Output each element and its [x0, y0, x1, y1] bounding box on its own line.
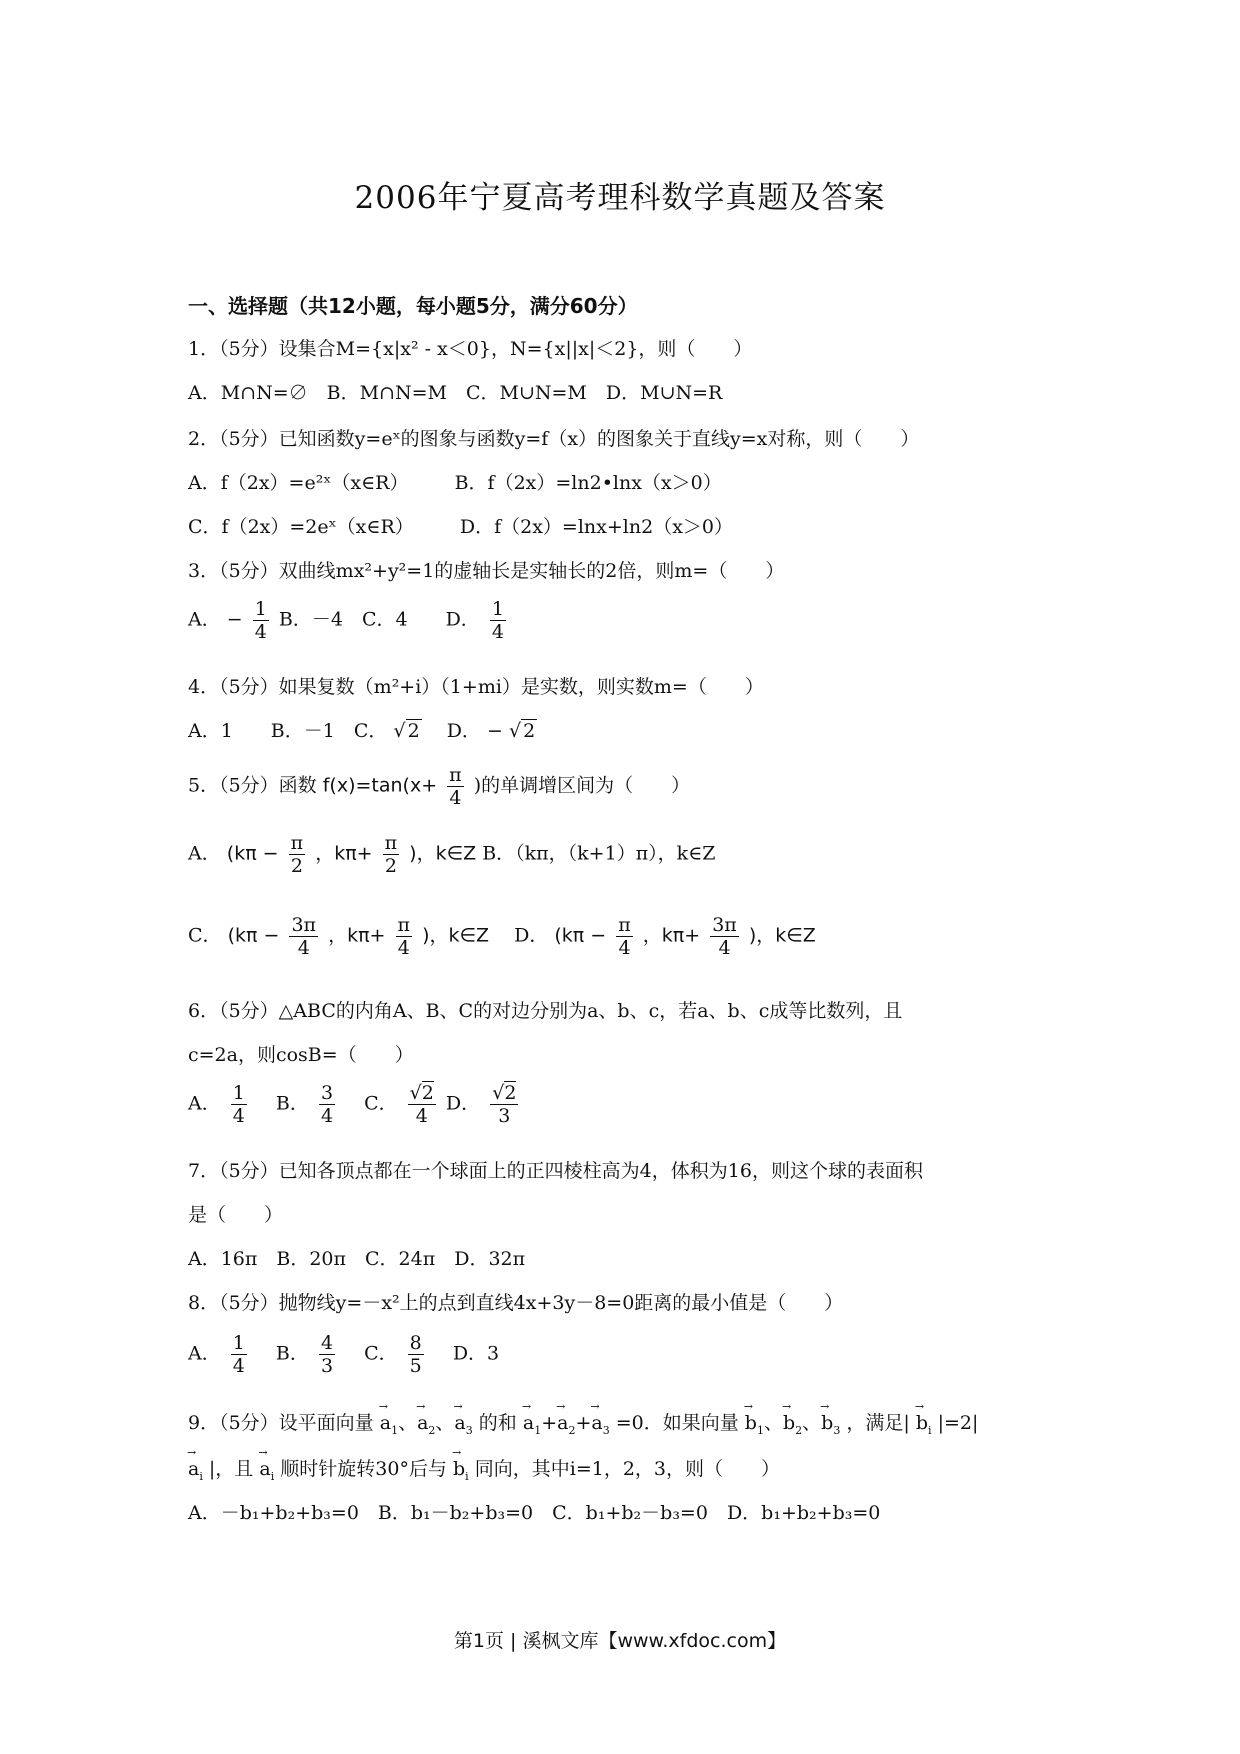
question-7-stem-line2: 是（ ） — [188, 1204, 284, 1226]
question-2-option-d: D．f（2x）=lnx+ln2（x＞0） — [459, 516, 734, 538]
numerator: √2 — [492, 1082, 517, 1104]
fraction — [408, 1082, 436, 1127]
question-2-options-row1 — [188, 468, 722, 495]
numerator: π — [618, 914, 631, 936]
denominator: 4 — [232, 1105, 245, 1127]
numerator: 3π — [291, 914, 317, 936]
question-9-stem-line1: 9．（5分）设平面向量 → $a_1$、→ $a_2$、→ $a_3$ 的和 → $a_1+\to a_2+\to a_3 =0$．如果向量 → $b_1$、→ $b_2$、→ $b_3$ ，满足| → $b_i$ |=2| — [188, 1408, 978, 1437]
numerator: 3π — [712, 914, 737, 936]
question-2-option-b: B．f（2x）=ln2•lnx（x＞0） — [454, 472, 722, 494]
option-label: B． — [256, 1342, 309, 1365]
fraction — [490, 1082, 518, 1127]
question-9-text: 顺时针旋转30°后与 — [280, 1458, 447, 1480]
question-7-stem-line1: 7．（5分）已知各顶点都在一个球面上的正四棱柱高为4，体积为16，则这个球的表面积 — [188, 1160, 923, 1182]
question-6-stem-line2: c=2a，则cosB=（ ） — [188, 1044, 414, 1066]
fraction — [383, 832, 400, 877]
question-9-text: 的和 — [478, 1412, 517, 1434]
interval-mid: ，kπ+ — [642, 924, 701, 947]
fraction — [319, 1332, 335, 1377]
fraction — [231, 1332, 247, 1377]
question-5-options-row2 — [188, 914, 816, 959]
question-1-options: A．M∩N=∅ B．M∩N=M C．M∪N=M D．M∪N=R — [188, 382, 723, 404]
question-2-options-row2 — [188, 512, 733, 539]
option-label: D． — [495, 924, 549, 947]
numerator: π — [290, 832, 304, 854]
vector-bi: → $b_i$ — [453, 1458, 469, 1483]
denominator: 4 — [449, 787, 462, 809]
denominator: 4 — [491, 621, 504, 643]
question-4-options-abc: A．1 B．－1 C． — [188, 720, 388, 742]
fraction — [319, 1082, 335, 1127]
question-9-options: A．－b₁+b₂+b₃=0 B．b₁－b₂+b₃=0 C．b₁+b₂－b₃=0 D．b₁+b₂+b₃=0 — [188, 1502, 881, 1524]
vector-a2: → $a_2$ — [417, 1412, 435, 1437]
question-3-stem: 3．（5分）双曲线mx²+y²=1的虚轴长是实轴长的2倍，则m=（ ） — [188, 560, 785, 582]
denominator: 4 — [415, 1105, 428, 1127]
question-5-options-row1 — [188, 832, 715, 877]
question-4-options — [188, 716, 537, 743]
question-9-text: |=2| — [937, 1412, 979, 1434]
question-9-text: =0．如果向量 — [615, 1412, 739, 1434]
interval-start: (kπ − — [554, 924, 607, 947]
fraction — [231, 1082, 247, 1127]
numerator: 1 — [232, 1082, 245, 1104]
radicand: 2 — [421, 1082, 434, 1104]
vector-a1: → $a_1$ — [523, 1412, 541, 1437]
option-label: A． — [188, 608, 221, 631]
option-label: C． — [345, 1092, 398, 1115]
vector-b2: → $b_2$ — [783, 1412, 802, 1437]
radicand: 2 — [504, 1082, 517, 1104]
vector-a2: → $a_2$ — [557, 1412, 575, 1437]
denominator: 3 — [498, 1105, 511, 1127]
vector-a1: → $a_1$ — [380, 1412, 398, 1437]
question-2-stem: 2．（5分）已知函数y=eˣ的图象与函数y=f（x）的图象关于直线y=x对称，则（ ） — [188, 428, 920, 450]
question-7-options: A．16π B．20π C．24π D．32π — [188, 1248, 526, 1270]
interval-end: )，k∈Z — [748, 924, 816, 947]
sqrt-expression: √ 2 — [508, 720, 536, 742]
question-3-options-bcd: B．－4 C．4 D． — [278, 608, 480, 631]
denominator: 4 — [718, 937, 731, 959]
question-9-text: ，满足| — [846, 1412, 910, 1434]
denominator: 4 — [254, 621, 267, 643]
interval-end: )，k∈Z — [422, 924, 490, 947]
denominator: 4 — [320, 1105, 334, 1127]
numerator: π — [384, 832, 398, 854]
option-label: A． — [188, 1342, 221, 1365]
question-8-option-d: D．3 — [433, 1342, 500, 1365]
denominator: 4 — [397, 937, 410, 959]
question-5-option-b: B．（kπ，（k+1）π），k∈Z — [482, 842, 716, 865]
vector-a3: → $a_3$ — [591, 1412, 609, 1437]
minus-sign: − — [486, 720, 503, 742]
denominator: 4 — [297, 937, 310, 959]
question-1-stem: 1．（5分）设集合M={x|x² - x＜0}，N={x||x|＜2}，则（ ） — [188, 338, 753, 360]
numerator: 4 — [320, 1332, 334, 1354]
section-heading: 一、选择题（共12小题，每小题5分，满分60分） — [188, 294, 638, 318]
denominator: 5 — [409, 1355, 422, 1377]
fraction — [396, 914, 413, 959]
question-8-options — [188, 1332, 499, 1377]
question-5-stem — [188, 764, 690, 809]
minus-sign: − — [226, 608, 243, 631]
numerator: π — [397, 914, 411, 936]
interval-mid: ，kπ+ — [315, 842, 373, 865]
question-6-stem-line1: 6．（5分）△ABC的内角A、B、C的对边分别为a、b、c，若a、b、c成等比数列，且 — [188, 1000, 903, 1022]
question-3-options — [188, 598, 510, 643]
fraction — [490, 598, 506, 643]
option-label: A． — [188, 842, 221, 865]
fraction — [408, 1332, 424, 1377]
question-9-stem-line2 — [188, 1454, 780, 1483]
option-label: A． — [188, 1092, 221, 1115]
question-9-text: 同向，其中i=1，2，3，则（ ） — [474, 1458, 781, 1480]
fraction — [289, 914, 318, 959]
interval-end: )，k∈Z — [409, 842, 477, 865]
question-2-option-c: C．f（2x）=2eˣ（x∈R） — [188, 516, 414, 538]
page-title: 2006年宁夏高考理科数学真题及答案 — [354, 180, 886, 216]
fraction — [289, 832, 306, 877]
fraction — [710, 914, 739, 959]
question-2-option-a: A．f（2x）=e²ˣ（x∈R） — [188, 472, 409, 494]
radicand: 2 — [523, 720, 536, 742]
interval-start: (kπ − — [227, 924, 280, 947]
fraction — [616, 914, 633, 959]
numerator: 8 — [409, 1332, 422, 1354]
numerator: 1 — [232, 1332, 245, 1354]
numerator: π — [449, 764, 462, 786]
vector-a3: → $a_3$ — [454, 1412, 472, 1437]
question-8-stem: 8．（5分）抛物线y=－x²上的点到直线4x+3y－8=0距离的最小值是（ ） — [188, 1292, 844, 1314]
radicand: 2 — [407, 720, 420, 742]
denominator: 2 — [384, 855, 397, 877]
option-label: D． — [427, 720, 481, 742]
option-label: C． — [188, 924, 222, 947]
denominator: 4 — [618, 937, 631, 959]
sqrt-expression: √ 2 — [393, 720, 420, 742]
question-6-options — [188, 1082, 522, 1127]
page-footer: 第1页 | 溪枫文库【www.xfdoc.com】 — [453, 1630, 787, 1652]
option-label: D． — [445, 1092, 481, 1115]
numerator: √2 — [409, 1082, 434, 1104]
vector-bi: → $b_i$ — [916, 1412, 932, 1437]
fraction — [447, 764, 464, 809]
vector-b1: → $b_1$ — [745, 1412, 764, 1437]
option-label: C． — [345, 1342, 398, 1365]
vector-ai: → $a_i$ — [188, 1458, 203, 1483]
question-5-stem-suffix: )的单调增区间为（ ） — [473, 774, 691, 797]
question-9-text: 9．（5分）设平面向量 — [188, 1412, 374, 1434]
interval-start: (kπ − — [226, 842, 279, 865]
question-9-text: |，且 — [208, 1458, 254, 1480]
function-expression: f(x)=tan(x+ — [322, 774, 438, 797]
vector-ai: → $a_i$ — [259, 1458, 274, 1483]
denominator: 2 — [290, 855, 303, 877]
question-5-stem-prefix: 5．（5分）函数 — [188, 774, 317, 797]
numerator: 1 — [254, 598, 267, 620]
denominator: 3 — [320, 1355, 334, 1377]
question-4-stem: 4．（5分）如果复数（m²+i）（1+mi）是实数，则实数m=（ ） — [188, 676, 764, 698]
fraction — [253, 598, 269, 643]
interval-mid: ，kπ+ — [328, 924, 386, 947]
numerator: 3 — [320, 1082, 334, 1104]
numerator: 1 — [491, 598, 504, 620]
vector-b3: → $b_3$ — [821, 1412, 840, 1437]
option-label: B． — [256, 1092, 309, 1115]
denominator: 4 — [232, 1355, 245, 1377]
